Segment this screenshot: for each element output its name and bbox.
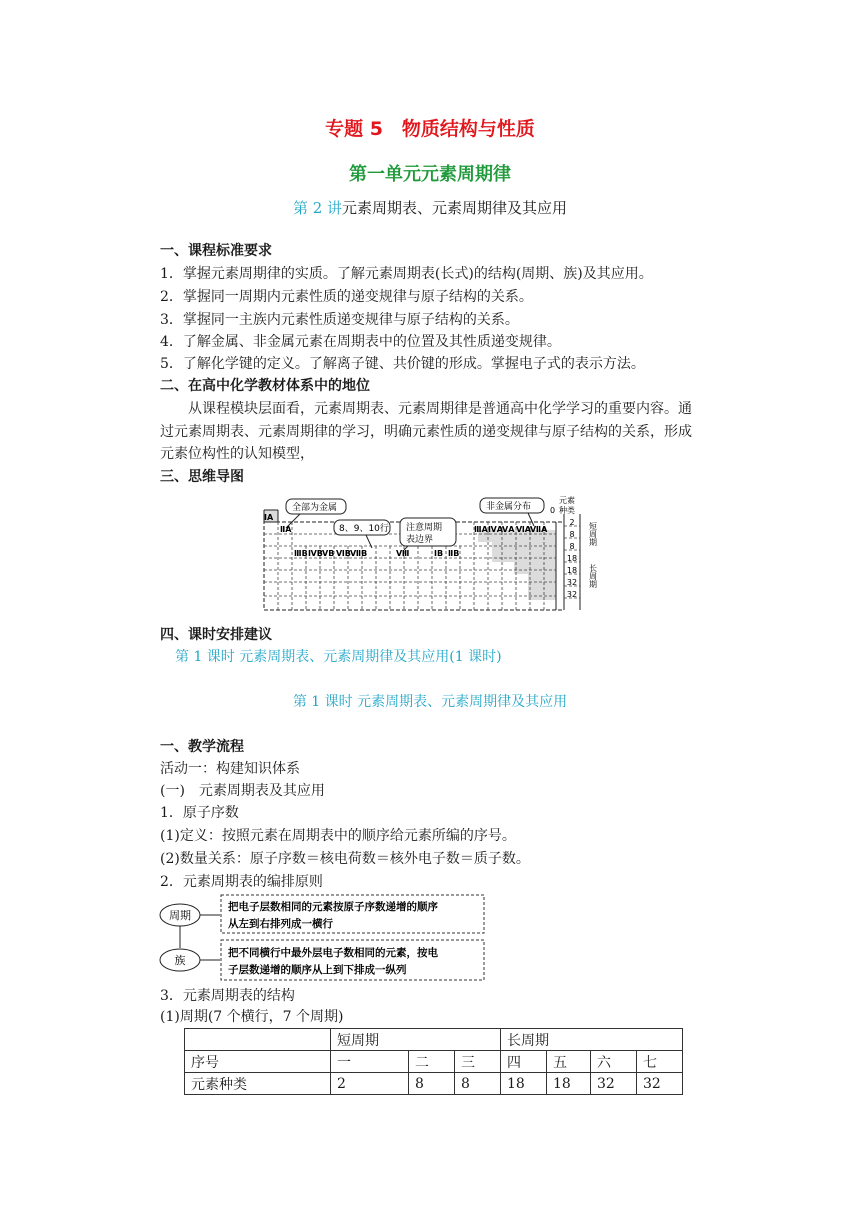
group-label: ⅦA bbox=[530, 525, 548, 534]
period-principle-line-1: 把电子层数相同的元素按原子序数递增的顺序 bbox=[228, 901, 438, 913]
group-principle-line-1: 把不同横行中最外层电子数相同的元素，按电 bbox=[228, 947, 438, 959]
table-row bbox=[185, 1029, 683, 1051]
element-count: 32 bbox=[566, 590, 578, 599]
topic-title: 专题 5 物质结构与性质 bbox=[325, 118, 535, 140]
item-atomic-number: 1．原子序数 bbox=[160, 805, 239, 821]
group-IA-label: ⅠA bbox=[264, 513, 274, 522]
table-cell: 五 bbox=[547, 1051, 591, 1073]
short-period-header: 短周期 bbox=[331, 1029, 501, 1051]
table-cell bbox=[185, 1029, 331, 1051]
callout-border-1: 注意周期 bbox=[406, 523, 443, 533]
table-cell: 七 bbox=[637, 1051, 683, 1073]
table-cell: 32 bbox=[591, 1073, 637, 1095]
standard-item: 1．掌握元素周期律的实质。了解元素周期表(长式)的结构(周期、族)及其应用。 bbox=[160, 266, 653, 282]
element-count: 32 bbox=[566, 578, 578, 587]
element-count: 2 bbox=[569, 518, 575, 527]
group-label: ⅢB bbox=[294, 549, 308, 558]
arrangement-principle-diagram bbox=[158, 892, 490, 984]
section-heading-schedule: 四、课时安排建议 bbox=[160, 627, 272, 643]
group-label: ⅥA bbox=[516, 525, 531, 534]
row-label-seq: 序号 bbox=[185, 1051, 331, 1073]
period-intro: (1)周期(7 个横行，7 个周期) bbox=[160, 1009, 344, 1025]
period-table bbox=[184, 1028, 683, 1095]
group-label: ⅤA bbox=[502, 525, 515, 534]
element-count: 8 bbox=[569, 542, 575, 551]
standard-item: 2．掌握同一周期内元素性质的递变规律与原子结构的关系。 bbox=[160, 289, 533, 305]
group-label: ⅣA bbox=[488, 525, 503, 534]
table-row bbox=[185, 1051, 683, 1073]
standard-item: 4．了解金属、非金属元素在周期表中的位置及其性质递变规律。 bbox=[160, 334, 561, 350]
period-label: 周期 bbox=[169, 909, 191, 922]
section-heading-standards: 一、课程标准要求 bbox=[160, 243, 272, 259]
group-label: Ⅷ bbox=[396, 549, 410, 558]
label-zero: 0 bbox=[550, 506, 556, 515]
part-one: (一) 元素周期表及其应用 bbox=[160, 783, 325, 799]
lesson-prefix: 第 2 讲 bbox=[292, 199, 343, 217]
atomic-number-definition: (1)定义：按照元素在周期表中的顺序给元素所编的序号。 bbox=[160, 828, 516, 844]
lesson-title bbox=[0, 197, 860, 218]
table-cell: 18 bbox=[547, 1073, 591, 1095]
element-count: 8 bbox=[569, 530, 575, 539]
table-cell: 32 bbox=[637, 1073, 683, 1095]
callout-nonmetal: 非金属分布 bbox=[486, 502, 532, 512]
group-IIA-label: ⅡA bbox=[280, 525, 292, 534]
table-cell: 三 bbox=[455, 1051, 501, 1073]
position-paragraph: 从课程模块层面看，元素周期表、元素周期律是普通高中化学学习的重要内容。通过元素周期表、元素周期律的学习，明确元素性质的递变规律与原子结构的关系，形成元素位构性的认知模型， bbox=[160, 401, 692, 462]
group-label: ⅠB bbox=[434, 549, 444, 558]
group-label: ⅦB bbox=[350, 549, 368, 558]
atomic-number-relation: (2)数量关系：原子序数＝核电荷数＝核外电子数＝质子数。 bbox=[160, 851, 530, 867]
short-period-label: 短周期 bbox=[588, 522, 598, 546]
group-label: ⅢA bbox=[474, 525, 488, 534]
table-cell: 2 bbox=[331, 1073, 409, 1095]
unit-title: 第一单元元素周期律 bbox=[349, 164, 511, 185]
callout-metal: 全部为金属 bbox=[292, 503, 338, 513]
label-kinds-1: 元素 bbox=[559, 496, 575, 505]
group-principle-line-2: 子层数递增的顺序从上到下排成一纵列 bbox=[228, 964, 407, 976]
standard-item: 3．掌握同一主族内元素性质递变规律与原子结构的关系。 bbox=[160, 312, 519, 328]
periodic-table-mindmap bbox=[256, 492, 606, 616]
element-count: 18 bbox=[566, 566, 578, 575]
period-principle-line-2: 从左到右排列成一横行 bbox=[228, 918, 333, 930]
item-table-structure: 3．元素周期表的结构 bbox=[160, 988, 295, 1004]
section-heading-flow: 一、教学流程 bbox=[160, 739, 244, 755]
group-label: ⅣB bbox=[308, 549, 323, 558]
callout-rows: 8、9、10行 bbox=[339, 524, 389, 534]
section-heading-position: 二、在高中化学教材体系中的地位 bbox=[160, 378, 370, 394]
group-label: ⅡB bbox=[448, 549, 460, 558]
table-cell: 8 bbox=[455, 1073, 501, 1095]
standard-item: 5．了解化学键的定义。了解离子键、共价键的形成。掌握电子式的表示方法。 bbox=[160, 356, 645, 372]
long-period-label: 长周期 bbox=[588, 564, 598, 588]
table-cell: 四 bbox=[501, 1051, 547, 1073]
table-cell: 8 bbox=[409, 1073, 455, 1095]
label-kinds-2: 种类 bbox=[559, 506, 575, 515]
section-heading-mindmap: 三、思维导图 bbox=[160, 469, 244, 485]
group-label: ⅥB bbox=[336, 549, 351, 558]
table-cell: 一 bbox=[331, 1051, 409, 1073]
row-label-kinds: 元素种类 bbox=[185, 1073, 331, 1095]
callout-border-2: 表边界 bbox=[406, 535, 434, 545]
item-arrangement-principle: 2．元素周期表的编排原则 bbox=[160, 874, 323, 890]
group-label: 族 bbox=[174, 954, 186, 967]
lesson-title-text: 元素周期表、元素周期律及其应用 bbox=[342, 199, 568, 217]
group-label: ⅤB bbox=[322, 549, 335, 558]
table-cell: 18 bbox=[501, 1073, 547, 1095]
element-count: 18 bbox=[566, 554, 578, 563]
schedule-suggestion: 第 1 课时 元素周期表、元素周期律及其应用(1 课时) bbox=[175, 649, 502, 665]
long-period-header: 长周期 bbox=[501, 1029, 683, 1051]
table-cell: 二 bbox=[409, 1051, 455, 1073]
table-row bbox=[185, 1073, 683, 1095]
table-cell: 六 bbox=[591, 1051, 637, 1073]
activity-one: 活动一：构建知识体系 bbox=[160, 761, 300, 777]
lesson-1-title: 第 1 课时 元素周期表、元素周期律及其应用 bbox=[292, 694, 568, 710]
